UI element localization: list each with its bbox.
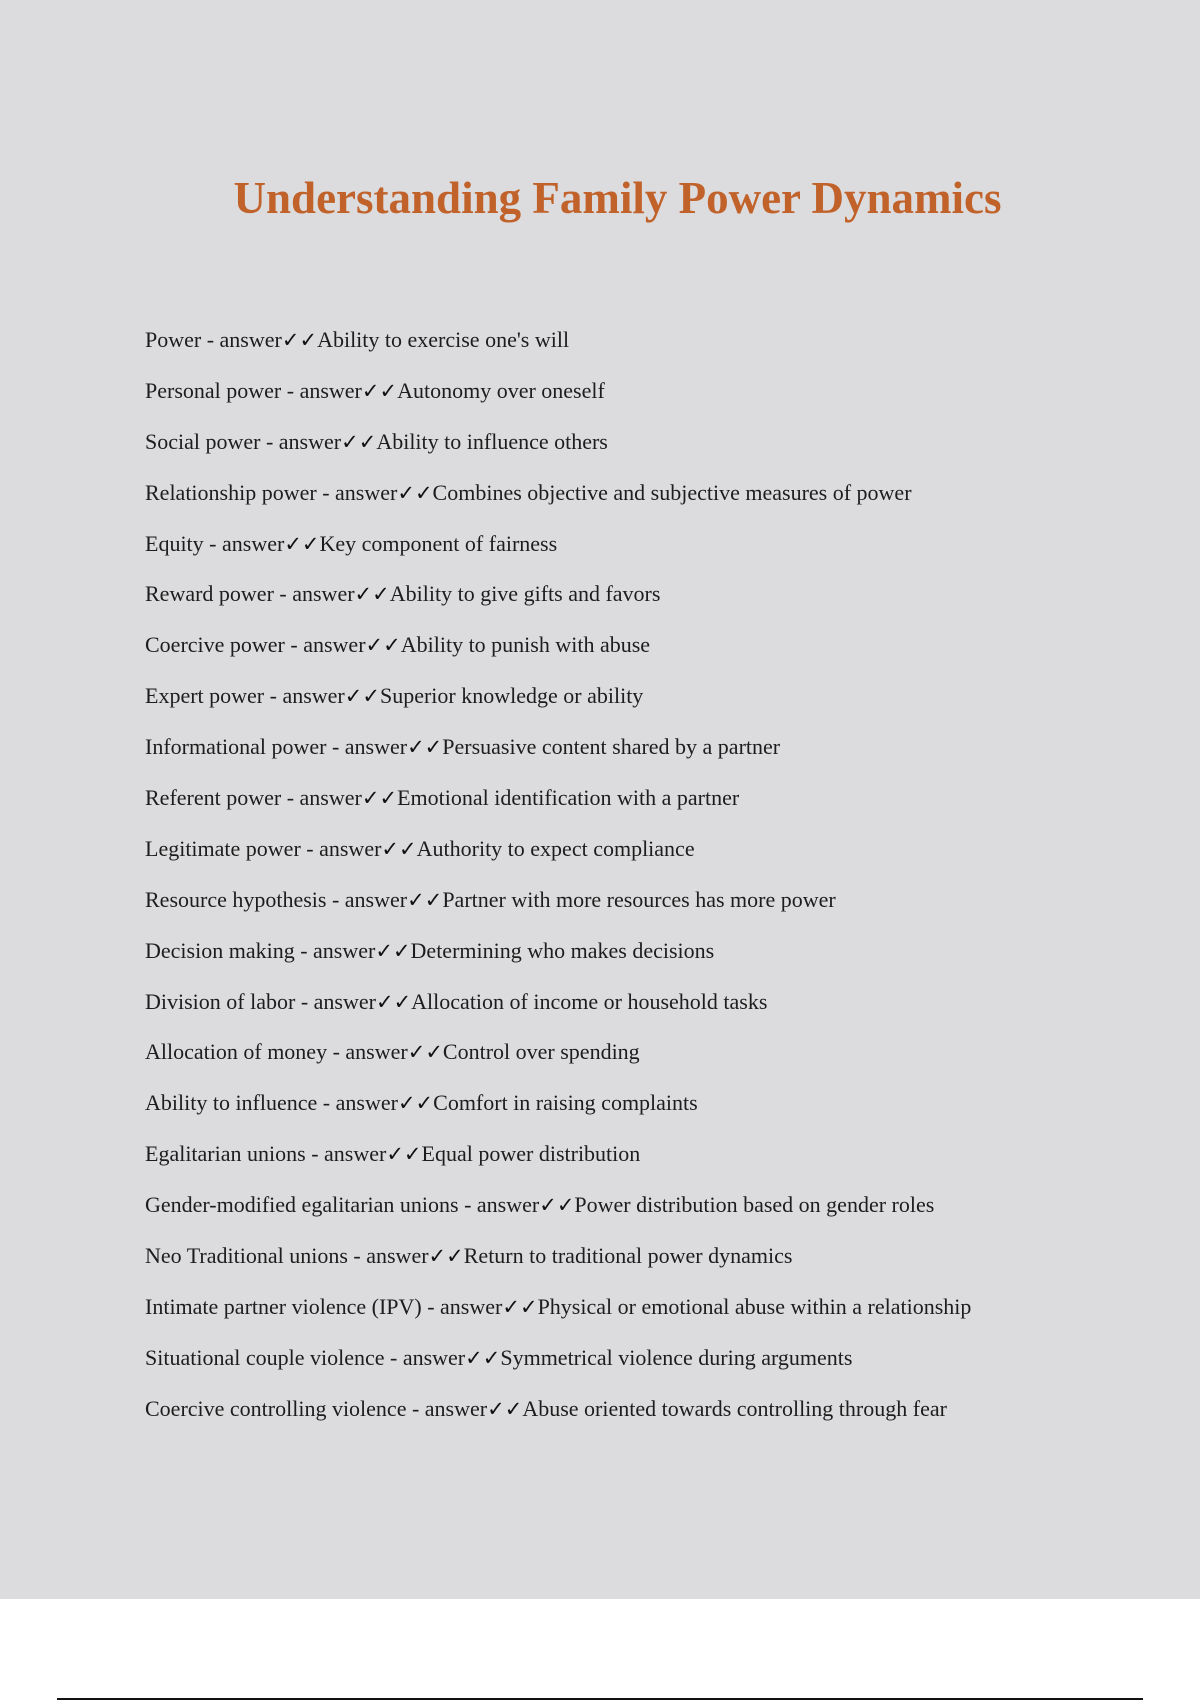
term-item <box>145 1085 971 1136</box>
check-marks-icon: ✓✓ <box>407 887 443 912</box>
term-label: Power <box>145 327 202 352</box>
answer-separator: - answer <box>317 1090 398 1116</box>
check-marks-icon: ✓✓ <box>361 378 398 403</box>
term-label: Resource hypothesis <box>145 886 327 912</box>
term-item <box>145 322 971 373</box>
term-label: Coercive power <box>145 632 285 658</box>
term-label: Decision making <box>145 937 295 963</box>
check-marks-icon: ✓✓ <box>428 1244 464 1269</box>
term-label: Referent power <box>145 785 282 811</box>
check-marks-icon: ✓✓ <box>361 786 398 811</box>
term-item <box>145 1340 971 1391</box>
term-label: Legitimate power <box>145 835 301 861</box>
check-marks-icon: ✓✓ <box>365 633 401 658</box>
term-item <box>145 678 971 729</box>
term-definition: Key component of fairness <box>319 530 558 556</box>
answer-separator: - answer <box>294 937 376 963</box>
term-label: Intimate partner violence (IPV) <box>145 1293 422 1319</box>
term-item <box>145 526 971 577</box>
term-label: Expert power <box>145 683 265 709</box>
answer-separator: - answer <box>327 1039 408 1065</box>
check-marks-icon: ✓✓ <box>281 328 318 352</box>
term-label: Allocation of money <box>145 1039 328 1065</box>
term-item <box>145 831 971 882</box>
term-definition: Emotional identification with a partner <box>397 785 740 811</box>
term-item <box>145 627 971 678</box>
term-label: Personal power <box>145 377 282 403</box>
term-item <box>145 373 971 424</box>
term-item <box>145 1187 971 1238</box>
answer-separator: - answer <box>264 683 345 709</box>
term-definition: Ability to exercise one's will <box>317 327 570 352</box>
term-definition: Determining who makes decisions <box>410 937 715 963</box>
answer-separator: - answer <box>203 530 285 556</box>
term-definition: Ability to punish with abuse <box>400 632 651 658</box>
term-item <box>145 1136 971 1187</box>
term-definition: Symmetrical violence during arguments <box>500 1344 853 1370</box>
term-label: Division of labor <box>145 988 296 1014</box>
term-item <box>145 475 971 526</box>
check-marks-icon: ✓✓ <box>397 480 433 505</box>
term-label: Informational power <box>145 734 327 760</box>
check-marks-icon: ✓✓ <box>386 1142 422 1167</box>
answer-separator: - answer <box>384 1344 466 1370</box>
check-marks-icon: ✓✓ <box>341 429 377 454</box>
term-definition: Physical or emotional abuse within a relationship <box>537 1293 972 1319</box>
term-item <box>145 576 971 627</box>
check-marks-icon: ✓✓ <box>502 1294 538 1319</box>
term-definition: Allocation of income or household tasks <box>411 988 768 1014</box>
term-label: Egalitarian unions <box>145 1141 306 1167</box>
term-item <box>145 1034 971 1085</box>
term-definition: Autonomy over oneself <box>397 377 605 403</box>
term-definition: Return to traditional power dynamics <box>463 1243 793 1269</box>
term-item <box>145 424 971 475</box>
check-marks-icon: ✓✓ <box>354 582 390 607</box>
check-marks-icon: ✓✓ <box>375 989 412 1014</box>
answer-separator: - answer <box>273 581 355 607</box>
answer-separator: - answer <box>316 479 398 505</box>
term-label: Equity <box>145 530 204 556</box>
term-item <box>145 984 971 1035</box>
check-marks-icon: ✓✓ <box>284 531 320 556</box>
term-item <box>145 780 971 831</box>
term-definition: Persuasive content shared by a partner <box>442 734 781 760</box>
term-item <box>145 1289 971 1340</box>
answer-separator: - answer <box>458 1192 540 1218</box>
term-definition: Superior knowledge or ability <box>379 683 644 709</box>
term-item <box>145 1238 971 1289</box>
answer-separator: - answer <box>281 377 362 403</box>
term-definition: Partner with more resources has more power <box>442 886 836 912</box>
answer-separator: - answer <box>284 632 366 658</box>
term-item <box>145 729 971 780</box>
term-label: Coercive controlling violence <box>145 1395 407 1421</box>
check-marks-icon: ✓✓ <box>407 1040 443 1065</box>
term-item <box>145 933 971 984</box>
answer-separator: - answer <box>201 327 282 352</box>
term-item <box>145 882 971 933</box>
term-definition: Power distribution based on gender roles <box>574 1192 935 1218</box>
term-definition: Control over spending <box>442 1039 640 1065</box>
answer-separator: - answer <box>406 1395 488 1421</box>
answer-separator: - answer <box>347 1243 429 1269</box>
term-definition: Abuse oriented towards controlling through fear <box>522 1395 947 1421</box>
term-item <box>145 1391 971 1442</box>
answer-separator: - answer <box>295 988 376 1014</box>
term-definition: Ability to influence others <box>376 428 608 454</box>
term-definition: Comfort in raising complaints <box>433 1090 698 1116</box>
term-label: Situational couple violence <box>145 1344 385 1370</box>
answer-separator: - answer <box>281 785 362 811</box>
answer-separator: - answer <box>421 1293 503 1319</box>
term-list <box>145 322 971 1442</box>
answer-separator: - answer <box>260 428 342 454</box>
answer-separator: - answer <box>300 835 382 861</box>
answer-separator: - answer <box>326 886 408 912</box>
term-label: Ability to influence <box>145 1090 318 1116</box>
page-title: Understanding Family Power Dynamics <box>233 173 1002 223</box>
term-label: Relationship power <box>145 479 317 505</box>
term-definition: Combines objective and subjective measures of power <box>432 479 912 505</box>
term-definition: Equal power distribution <box>421 1141 641 1167</box>
check-marks-icon: ✓✓ <box>487 1396 523 1421</box>
check-marks-icon: ✓✓ <box>539 1193 575 1218</box>
term-label: Gender-modified egalitarian unions <box>145 1192 459 1218</box>
answer-separator: - answer <box>305 1141 387 1167</box>
term-definition: Authority to expect compliance <box>416 835 695 861</box>
term-definition: Ability to give gifts and favors <box>389 581 661 607</box>
check-marks-icon: ✓✓ <box>381 836 417 861</box>
check-marks-icon: ✓✓ <box>397 1091 434 1116</box>
term-label: Social power <box>145 428 261 454</box>
check-marks-icon: ✓✓ <box>407 735 443 760</box>
check-marks-icon: ✓✓ <box>375 938 411 963</box>
check-marks-icon: ✓✓ <box>465 1345 501 1370</box>
term-label: Neo Traditional unions <box>145 1243 348 1269</box>
term-label: Reward power <box>145 581 274 607</box>
check-marks-icon: ✓✓ <box>344 684 380 709</box>
answer-separator: - answer <box>326 734 408 760</box>
